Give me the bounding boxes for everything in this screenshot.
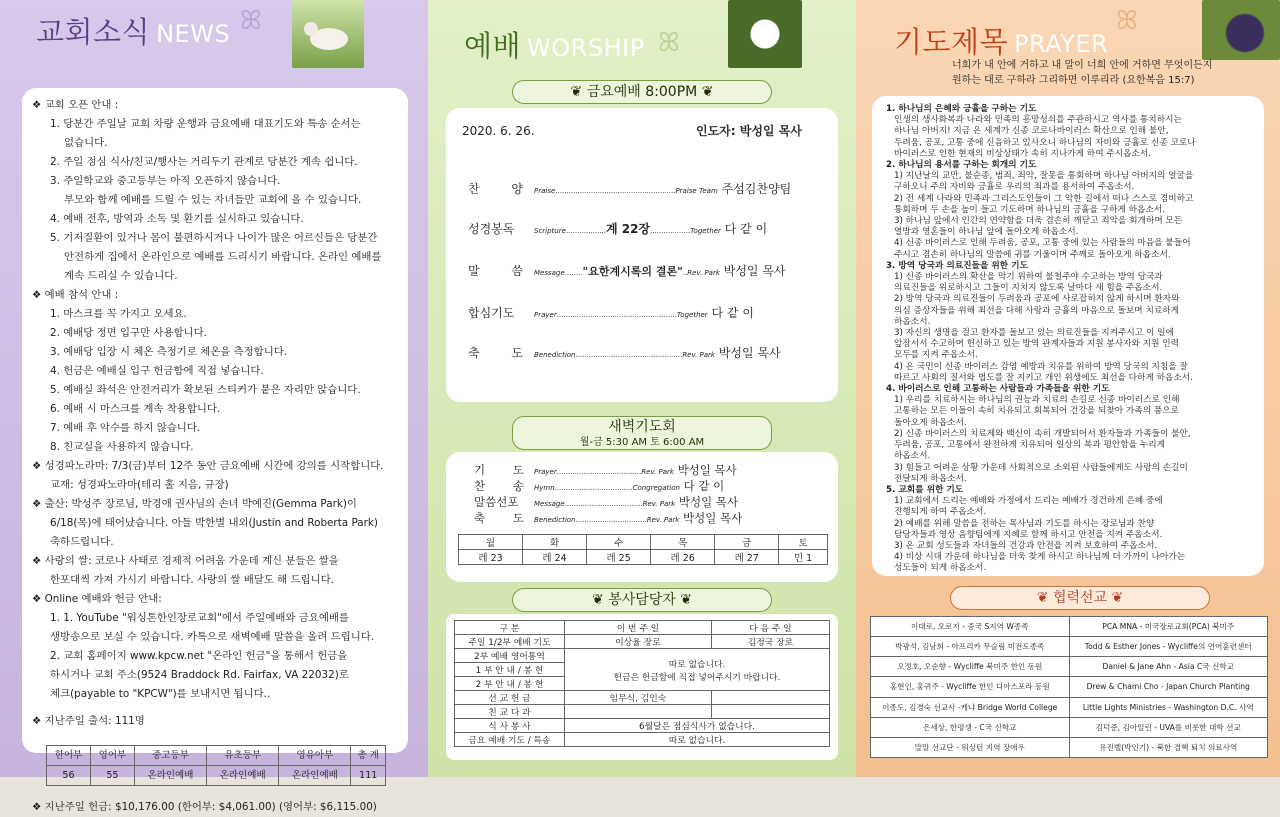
news-attend-label: 예배 참석 안내 : <box>44 289 119 301</box>
table-cell: 수 <box>587 535 651 550</box>
prayer-line: 두려움, 공포, 고통에서 완전하게 치유되어 일상의 복과 평안함을 누리게 <box>894 440 1165 451</box>
prayer-line: 4) 온 국민이 신종 바이러스 감염 예방과 치유를 위하여 방역 당국의 지침을 잘 <box>894 361 1188 372</box>
table-row <box>455 635 830 649</box>
table-row <box>47 766 386 786</box>
table-row <box>47 746 386 766</box>
prayer-line: 진행되게 하여 주옵소서. <box>894 507 987 518</box>
table-row <box>871 657 1268 677</box>
dawn-label: 기 도 <box>474 463 536 477</box>
dawn-who-sub: Congregation <box>632 484 680 492</box>
service-leader: 인도자: 박성일 목사 <box>696 124 802 138</box>
list-item: 7. 예배 후 악수를 하지 않습니다. <box>50 422 201 434</box>
dawn-banner <box>512 416 772 450</box>
order-who: 박성일 목사 <box>718 346 781 360</box>
table-cell: 구 분 <box>455 621 565 635</box>
list-item: 체크(payable to "KPCW")를 보내시면 됩니다.. <box>50 688 271 700</box>
table-row <box>871 617 1268 637</box>
prayer-line: 열방과 영혼들이 하나님 앞에 돌아오게 하옵소서. <box>894 227 1079 238</box>
dot-leader: .................. <box>565 227 606 235</box>
dot-leader: ...................................................... <box>555 187 676 195</box>
prayer-line: 3) 온 교회 성도들과 자녀들의 건강과 안전을 지켜 보호하여 주옵소서. <box>894 540 1158 551</box>
friday-banner: ❦ 금요예배 8:00PM ❦ <box>512 80 772 104</box>
table-row <box>459 550 828 565</box>
order-label: 성경봉독 <box>468 222 515 236</box>
table-cell: 금요 예배 기도 / 특송 <box>455 733 565 747</box>
prayer-line: 두려움, 공포, 고통 중에 신음하고 있사오니 하나님의 자비와 긍휼로 신종 코로나 <box>894 137 1196 148</box>
news-attendance-text: 지난주일 출석: 111명 <box>44 715 145 727</box>
table-cell: 오정호, 오순향 - Wycliffe 북미주 한인 동원 <box>871 657 1070 677</box>
order-who: 박성일 목사 <box>723 264 786 278</box>
news-card <box>22 88 408 813</box>
dot-leader: ........ <box>564 269 583 277</box>
prayer-line: 바이러스로 인한 현재의 비상상태가 속히 지나가게 하여 주시옵소서. <box>894 148 1152 159</box>
table-cell: 111 <box>351 766 386 786</box>
list-item: 8. 친교실을 사용하지 않습니다. <box>50 441 194 453</box>
news-birth-text2: 6/18(목)에 태어났습니다. 아들 박한별 내외(Justin and Roberta Park) <box>50 517 378 529</box>
table-cell: PCA MNA - 미국장로교회(PCA) 북미주 <box>1069 617 1268 637</box>
flower-photo <box>728 0 802 68</box>
prayer-panel <box>856 0 1280 777</box>
mission-banner: ❦ 협력선교 ❦ <box>950 586 1210 610</box>
prayer-line: 하나님 아버지! 지금 온 세계가 신종 코로나바이러스 확산으로 인해 불안, <box>894 126 1169 137</box>
dawn-who: 박성일 목사 <box>677 463 737 477</box>
order-who: 다 같 이 <box>711 306 754 320</box>
order-sub: Scripture <box>534 227 566 235</box>
news-title <box>36 10 230 51</box>
table-cell <box>711 705 829 719</box>
table-cell: 은세상, 한평생 - C국 신학교 <box>871 717 1070 737</box>
order-who-sub: Rev. Park <box>687 269 720 277</box>
prayer-line: 4) 비상 시대 가운데 하나님을 더욱 찾게 하시고 하나님께 더 가까이 나아가는 <box>894 552 1186 563</box>
list-item: 1. 마스크를 꼭 가지고 오세요. <box>50 308 187 320</box>
prayer-line: 구하오니 주의 자비와 긍휼로 우리의 죄과를 용서하여 주옵소서. <box>894 182 1135 193</box>
table-cell: 박광석, 김남희 - 아프리카 무슬림 미전도종족 <box>871 637 1070 657</box>
attendance-table <box>46 745 386 786</box>
order-label: 합심기도 <box>468 306 515 320</box>
list-item: 6. 예배 시 마스크를 계속 착용합니다. <box>50 403 221 415</box>
list-item: 2. 예배당 정면 입구만 사용합니다. <box>50 327 207 339</box>
news-rice-text2: 한포대씩 가져 가시기 바랍니다. 사랑의 쌀 배달도 해 드립니다. <box>50 574 334 586</box>
table-cell: 월 <box>459 535 523 550</box>
worship-title <box>464 24 645 65</box>
table-cell: 레 26 <box>651 550 715 565</box>
table-row <box>871 737 1268 757</box>
table-cell: 토 <box>779 535 828 550</box>
dot-leader: ...................................... <box>556 468 642 476</box>
prayer-line: 1) 교회에서 드리는 예배와 가정에서 드리는 예배가 경건하게 은혜 중에 <box>894 496 1163 507</box>
table-cell: 민 1 <box>779 550 828 565</box>
table-cell: 목 <box>651 535 715 550</box>
prayer-line: 2) 신종 바이러스의 치료제와 백신이 속히 개발되어서 환자들과 가족들이 불안, <box>894 428 1191 439</box>
list-item: 2. 교회 홈페이지 www.kpcw.net "온라인 헌금"을 통해서 헌금을 <box>50 650 348 662</box>
verse-line: 너희가 내 안에 거하고 내 말이 너희 안에 거하면 무엇이든지 <box>952 60 1213 71</box>
prayer-line: 담당자들과 영상 음향팀에게 지혜로 함께 하시고 안전을 지켜 주옵소서. <box>894 529 1163 540</box>
table-cell: 중고등부 <box>134 746 206 766</box>
table-cell: 레 23 <box>459 550 523 565</box>
table-cell: 유진벨(박인기) - 북한 결핵 퇴치 의료사역 <box>1069 737 1268 757</box>
dawn-row <box>474 494 829 510</box>
news-open-list <box>32 115 398 286</box>
worship-title-en: WORSHIP <box>527 34 645 62</box>
table-cell: 이종도, 김경숙 선교사 -케냐 Bridge World College <box>871 697 1070 717</box>
swirl-ornament: ꕤ <box>658 28 680 58</box>
table-cell <box>711 691 829 705</box>
prayer-line: 돌아오게 하옵소서. <box>894 417 967 428</box>
list-item: 안전하게 집에서 온라인으로 예배를 드리시기 바랍니다. 온라인 예배를 <box>64 251 382 263</box>
order-mid: 계 22장 <box>606 222 651 236</box>
table-cell: 따로 없습니다. <box>565 733 830 747</box>
dawn-who-sub: Rev. Park <box>641 468 674 476</box>
prayer-line: 1) 신종 바이러스의 확산을 막기 위하여 불철주야 수고하는 방역 당국과 <box>894 272 1163 283</box>
prayer-line: 성도들이 되게 하옵소서. <box>894 563 987 574</box>
news-birth-text3: 축하드립니다. <box>50 536 114 548</box>
dawn-row <box>474 510 829 526</box>
prayer-line: 통회하며 두 손을 높이 들고 기도하며 하나님의 긍휼을 구하게 하옵소서. <box>894 204 1165 215</box>
list-item: 4. 헌금은 예배실 입구 헌금함에 직접 넣습니다. <box>50 365 264 377</box>
table-cell: Little Lights Ministries - Washington D.C. 사역 <box>1069 697 1268 717</box>
order-sub: Prayer <box>534 311 557 319</box>
list-item: 1. 당분간 주일날 교회 차량 운행과 금요예배 대표기도와 특송 순서는 <box>50 118 361 130</box>
dawn-who-sub: Rev. Park <box>642 500 676 508</box>
list-item: 5. 예배실 좌석은 안전거리가 확보된 스티커가 붙은 자리만 앉습니다. <box>50 384 361 396</box>
dot-leader: .. <box>682 269 688 277</box>
table-cell: 55 <box>90 766 134 786</box>
order-who: 주섬김찬양팀 <box>721 182 792 196</box>
prayer-line: 2. 하나님의 용서를 구하는 회개의 기도 <box>886 160 1037 171</box>
dawn-label: 말씀선포 <box>474 495 519 509</box>
swirl-ornament: ꕤ <box>1116 6 1138 36</box>
dot-leader: ................................... <box>564 500 643 508</box>
table-cell: 총 계 <box>351 746 386 766</box>
dawn-who: 박성일 목사 <box>683 511 743 525</box>
prayer-line: 하옵소서. <box>894 451 931 462</box>
mission-table <box>870 616 1268 758</box>
table-cell: 임무식, 김인숙 <box>565 691 712 705</box>
order-who-sub: Together <box>690 227 721 235</box>
dawn-who-sub: Rev. Park <box>646 516 680 524</box>
list-item: 생방송으로 보실 수 있습니다. 카톡으로 새벽예배 말씀을 올려 드립니다. <box>50 631 375 643</box>
prayer-line: 3) 힘들고 어려운 상황 가운데 사회적으로 소외된 사람들에게도 사랑의 손길이 <box>894 462 1188 473</box>
dawn-sub: Message <box>534 500 565 508</box>
friday-banner-label: 금요예배 8:00PM <box>586 84 698 100</box>
order-who-sub: Rev. Park <box>682 351 715 359</box>
order-who: 다 같 이 <box>724 222 768 236</box>
prayer-line: 앞장서서 수고하며 헌신하고 있는 방역 관계자들과 지원 봉사자와 지원 인력 <box>894 339 1180 350</box>
table-cell: 이 번 주 일 <box>565 621 712 635</box>
prayer-line: 3) 하나님 앞에서 인간의 연약함을 더욱 겸손히 깨닫고 죄악을 회개하며 모든 <box>894 216 1183 227</box>
mission-banner-label: 협력선교 <box>1052 590 1108 606</box>
table-row <box>455 733 830 747</box>
prayer-line: 의료진들을 위로하시고 그들이 지치지 않도록 날마다 새 힘을 주옵소서. <box>894 283 1163 294</box>
worship-panel <box>428 0 856 777</box>
order-row <box>468 304 828 321</box>
order-who-sub: Together <box>676 311 708 319</box>
dawn-sub: Prayer <box>534 468 557 476</box>
prayer-title-ko: 기도제목 <box>894 25 1009 59</box>
table-cell: 이상율 장로 <box>565 635 712 649</box>
dawn-label: 축 도 <box>474 511 536 525</box>
news-offering: ❖ 지난주일 헌금: $10,176.00 (한어부: $4,061.00) (영어부: $6,115.00) <box>32 801 377 813</box>
table-row <box>871 717 1268 737</box>
table-cell: 말말 선교단 - 워싱턴 지역 장애우 <box>871 737 1070 757</box>
table-cell: 온라인예배 <box>279 766 351 786</box>
verse-line: 원하는 대로 구하라 그리하면 이루리라 (요한복음 15:7) <box>952 75 1195 86</box>
prayer-line: 모두를 지켜 주옵소서. <box>894 350 978 361</box>
table-cell: 영유아부 <box>279 746 351 766</box>
prayer-line: 하옵소서. <box>894 316 931 327</box>
dot-leader: ...................................................... <box>556 311 677 319</box>
list-item: 계속 드리실 수 있습니다. <box>64 270 178 282</box>
news-online-list <box>32 609 398 704</box>
prayer-line: 2) 전 세계 나라와 민족과 그리스도인들이 그 악한 길에서 떠나 스스로 겸비하고 <box>894 193 1194 204</box>
service-note: 따로 없습니다. <box>668 659 726 670</box>
table-cell: 김정국 장로 <box>711 635 829 649</box>
order-sub: Praise <box>534 187 556 195</box>
list-item: 부모와 함께 예배를 드릴 수 있는 자녀들만 교회에 올 수 있습니다. <box>64 194 362 206</box>
table-cell: 식 사 봉 사 <box>455 719 565 733</box>
order-label: 찬 양 <box>468 182 537 196</box>
table-cell: 56 <box>47 766 91 786</box>
prayer-line: 1) 지난날의 교만, 불순종, 범죄, 죄악, 잘못을 통회하며 하나님 아버지의 얼굴을 <box>894 171 1194 182</box>
prayer-line: 1) 우리를 치료하시는 하나님의 권능과 치료의 손길로 신종 바이러스로 인해 <box>894 395 1180 406</box>
news-title-en: NEWS <box>156 20 231 48</box>
table-row <box>455 705 830 719</box>
table-row <box>455 719 830 733</box>
service-table <box>454 620 830 747</box>
grape-photo <box>1202 0 1280 60</box>
table-cell <box>565 649 830 691</box>
prayer-line: 전달되게 하옵소서. <box>894 473 967 484</box>
list-item: 5. 기저질환이 있거나 몸이 불편하시거나 나이가 많은 어르신들은 당분간 <box>50 232 378 244</box>
table-row <box>871 677 1268 697</box>
table-cell: 유초등부 <box>207 746 279 766</box>
dawn-banner-label: 새벽기도회 <box>608 419 676 435</box>
news-birth: ❖ 출산: 박성주 장로님, 박경애 권사님의 손녀 박예진(Gemma Park)이 <box>32 498 357 510</box>
table-row <box>459 535 828 550</box>
prayer-line: 고통하는 모든 이들이 속히 치유되고 회복되어 건강을 되찾아 가족의 품으로 <box>894 406 1180 417</box>
service-date: 2020. 6. 26. <box>462 124 535 138</box>
list-item: 4. 예배 전후, 방역과 소독 및 환기를 실시하고 있습니다. <box>50 213 304 225</box>
dawn-sub: Hymn <box>534 484 555 492</box>
news-attendance: ❖ 지난주일 출석: 111명 <box>32 715 145 727</box>
table-cell: 화 <box>523 535 587 550</box>
prayer-line: 따르고 사회의 질서와 법도를 잘 지키고 개인 위생에도 최선을 다하게 하옵소서. <box>894 372 1193 383</box>
news-panorama-book: 교재: 성경파노라마(테리 홀 지음, 규장) <box>50 479 229 491</box>
table-row <box>871 697 1268 717</box>
list-item: 1. 1. YouTube "워싱톤한인장로교회"에서 주일예배와 금요예배를 <box>50 612 349 624</box>
table-row <box>871 637 1268 657</box>
table-cell: 친 교 다 과 <box>455 705 565 719</box>
order-sub: Message <box>534 269 565 277</box>
service-note: 헌금은 헌금함에 직접 넣어주시기 바랍니다. <box>613 672 781 683</box>
order-row <box>468 180 828 197</box>
news-attend-heading: ❖ 예배 참석 안내 : <box>32 289 119 301</box>
table-cell: 2부 예배 영어통역 <box>455 649 565 663</box>
prayer-verse <box>952 58 1212 88</box>
dawn-who: 박성일 목사 <box>678 495 739 509</box>
table-cell: 주일 1/2부 예배 기도 <box>455 635 565 649</box>
dawn-card <box>446 452 838 582</box>
news-online: ❖ Online 예배와 헌금 안내: <box>32 593 162 605</box>
table-cell: 영어부 <box>90 746 134 766</box>
dot-leader: ................................... <box>554 484 633 492</box>
order-row <box>468 344 828 361</box>
table-cell: 김덕준, 김아일린 - UVA를 비롯한 대학 선교 <box>1069 717 1268 737</box>
news-birth-text: 출산: 박성주 장로님, 박경애 권사님의 손녀 박예진(Gemma Park)이 <box>44 498 357 510</box>
service-card <box>446 614 838 760</box>
dot-leader: ................................ <box>575 516 647 524</box>
table-cell: 금 <box>715 535 779 550</box>
worship-title-ko: 예배 <box>464 29 522 63</box>
table-cell: 2 부 안 내 / 봉 헌 <box>455 677 565 691</box>
table-row <box>455 691 830 705</box>
news-title-ko: 교회소식 <box>36 15 151 49</box>
table-cell: Daniel & Jane Ahn - Asia C국 신학교 <box>1069 657 1268 677</box>
order-row <box>468 220 828 237</box>
news-panel <box>0 0 428 813</box>
dawn-who: 다 같 이 <box>683 479 725 493</box>
table-cell: 6월달은 점심식사가 없습니다. <box>565 719 830 733</box>
order-row <box>468 262 828 279</box>
order-sub: Benediction <box>534 351 576 359</box>
prayer-line: 4. 바이러스로 인해 고통하는 사람들과 가족들을 위한 기도 <box>886 384 1110 395</box>
prayer-line: 주시고 겸손히 하나님의 말씀에 귀를 기울이며 주께로 돌아오게 하옵소서. <box>894 249 1171 260</box>
prayer-line: 2) 예배를 위해 말씀을 전하는 목사님과 기도를 하시는 장로님과 찬양 <box>894 518 1155 529</box>
dot-leader: .................. <box>650 227 691 235</box>
news-open-heading: ❖ 교회 오픈 안내 : <box>32 99 119 111</box>
dawn-time: 월-금 5:30 AM 토 6:00 AM <box>579 437 705 448</box>
list-item: 3. 주일학교와 중고등부는 아직 오픈하지 않습니다. <box>50 175 281 187</box>
swirl-ornament: ꕤ <box>240 6 262 36</box>
dawn-sub: Benediction <box>534 516 576 524</box>
prayer-list <box>886 104 1254 575</box>
list-item: 2. 주일 점심 식사/친교/행사는 거리두기 관계로 당분간 계속 쉽니다. <box>50 156 358 168</box>
news-rice: ❖ 사랑의 쌀: 코로나 사태로 경제적 어려움 가운데 계신 분들은 쌀을 <box>32 555 339 567</box>
prayer-card <box>872 96 1264 576</box>
lamb-photo <box>292 0 364 68</box>
order-mid: "요한계시록의 결론" <box>582 265 683 278</box>
table-cell: 한어부 <box>47 746 91 766</box>
table-cell: 선 교 헌 금 <box>455 691 565 705</box>
table-cell: Drew & Chami Cho - Japan Church Planting <box>1069 677 1268 697</box>
service-banner-label: 봉사담당자 <box>608 592 676 608</box>
dawn-row <box>474 462 829 478</box>
prayer-line: 1. 하나님의 은혜와 긍휼을 구하는 기도 <box>886 104 1037 114</box>
table-cell: 레 24 <box>523 550 587 565</box>
news-attend-list <box>32 305 398 457</box>
dot-leader: ................................................ <box>575 351 683 359</box>
table-cell: 레 27 <box>715 550 779 565</box>
table-cell: 레 25 <box>587 550 651 565</box>
table-row <box>455 649 830 663</box>
friday-card <box>446 108 838 402</box>
table-cell: 온라인예배 <box>207 766 279 786</box>
table-cell: 온라인예배 <box>134 766 206 786</box>
prayer-line: 3. 방역 당국과 의료진들을 위한 기도 <box>886 260 1028 271</box>
table-cell: 다 음 주 일 <box>711 621 829 635</box>
order-who-sub: Praise Team <box>675 187 718 195</box>
dawn-row <box>474 478 829 494</box>
dawn-label: 찬 송 <box>474 479 536 493</box>
prayer-line: 5. 교회를 위한 기도 <box>886 484 964 495</box>
table-cell <box>565 705 712 719</box>
prayer-title-en: PRAYER <box>1014 30 1109 58</box>
table-cell: 1 부 안 내 / 봉 헌 <box>455 663 565 677</box>
list-item: 없습니다. <box>64 137 108 149</box>
news-panorama-text: 성경파노라마: 7/3(금)부터 12주 동안 금요예배 시간에 강의를 시작합니다. <box>44 460 384 472</box>
table-cell: 홍현인, 홍귀주 - Wycliffe 한인 디아스포라 동원 <box>871 677 1070 697</box>
reading-table <box>458 534 828 565</box>
order-label: 말 씀 <box>468 264 537 278</box>
news-rice-text: 사랑의 쌀: 코로나 사태로 경제적 어려움 가운데 계신 분들은 쌀을 <box>44 555 339 567</box>
news-open-label: 교회 오픈 안내 : <box>44 99 119 111</box>
table-row <box>455 621 830 635</box>
prayer-line: 3) 자신의 생명을 걸고 환자를 돌보고 있는 의료진들을 지켜주시고 이 일에 <box>894 328 1174 339</box>
order-label: 축 도 <box>468 346 537 360</box>
prayer-title <box>894 20 1108 61</box>
list-item: 하시거나 교회 주소(9524 Braddock Rd. Fairfax, VA 22032)로 <box>50 669 349 681</box>
table-cell: 이대로, 오로지 - 중국 S지역 W종족 <box>871 617 1070 637</box>
news-panorama: ❖ 성경파노라마: 7/3(금)부터 12주 동안 금요예배 시간에 강의를 시작합니다. <box>32 460 384 472</box>
prayer-line: 의심 증상자들을 위해 최선을 다해 사랑과 긍휼의 마음으로 돌보며 치료하게 <box>894 305 1180 316</box>
list-item: 3. 예배당 입장 시 체온 측정기로 체온을 측정합니다. <box>50 346 288 358</box>
prayer-line: 2) 방역 당국과 의료진들이 두려움과 공포에 사로잡히지 않게 하시며 환자와 <box>894 294 1180 305</box>
prayer-line: 4) 신종 바이러스로 인해 두려움, 공포, 고통 중에 있는 사람들의 마음을 붙들어 <box>894 238 1191 249</box>
table-cell: Todd & Esther Jones - Wycliffe의 언어훈련센터 <box>1069 637 1268 657</box>
service-banner: ❦ 봉사담당자 ❦ <box>512 588 772 612</box>
prayer-line: 인생의 생사화복과 나라와 민족의 흥망성쇠를 주관하시고 역사를 통치하시는 <box>894 115 1182 126</box>
news-online-label: Online 예배와 헌금 안내: <box>44 593 162 605</box>
news-offering-text: 지난주일 헌금: $10,176.00 (한어부: $4,061.00) (영어부: $6,115.00) <box>44 801 377 813</box>
